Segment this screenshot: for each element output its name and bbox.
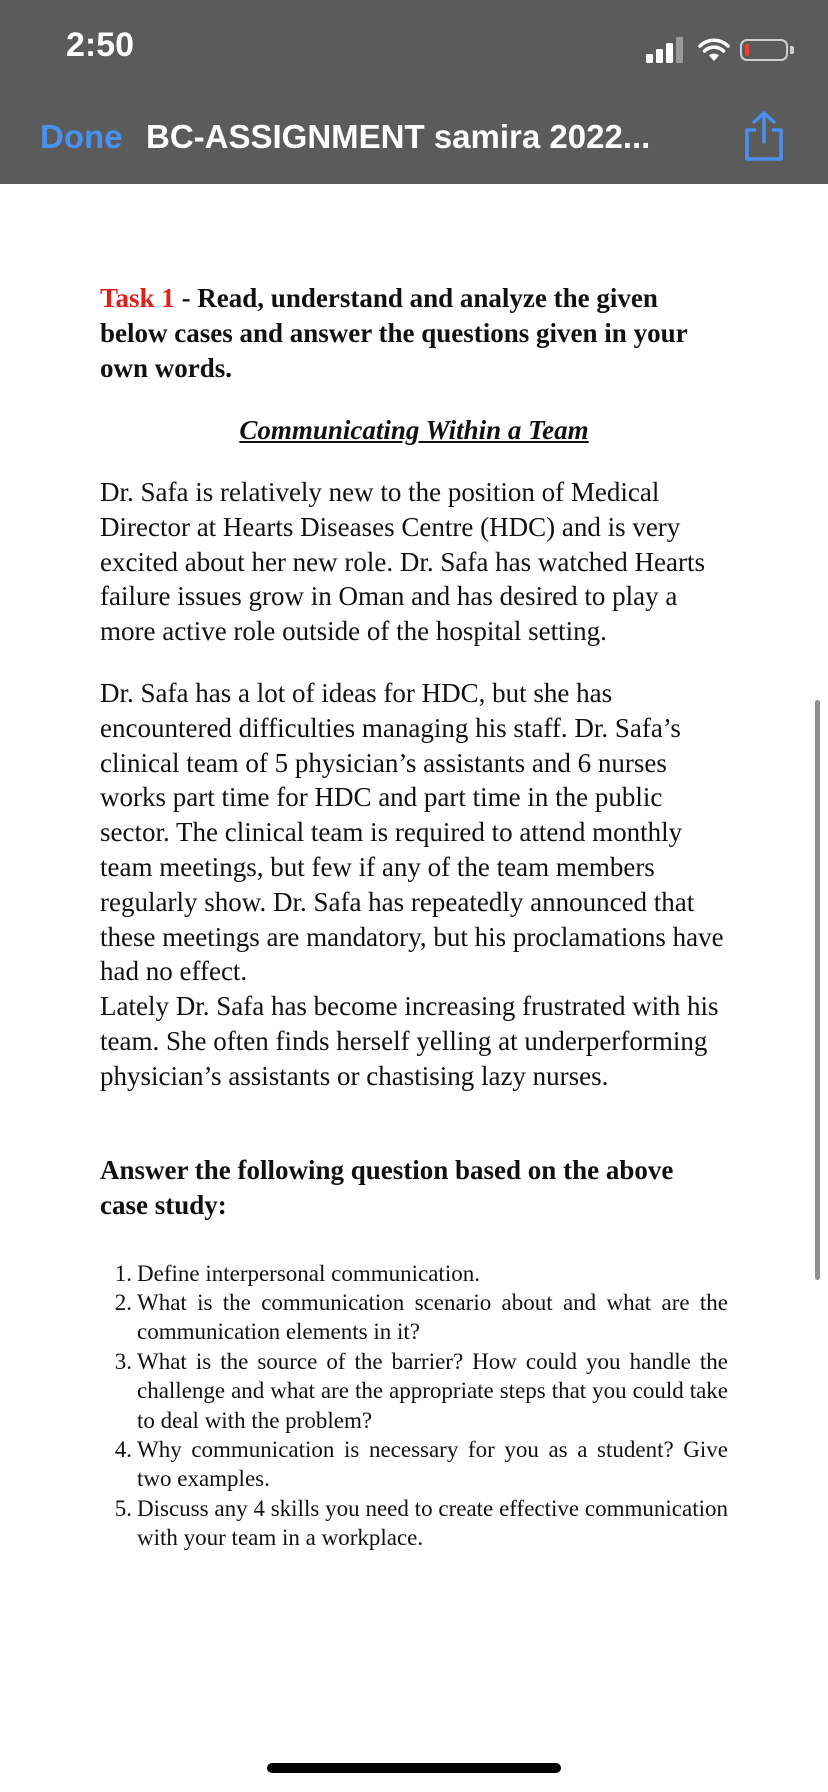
done-button[interactable]: Done (40, 118, 123, 155)
document-title: BC-ASSIGNMENT samira 2022... (146, 118, 651, 155)
scrollbar[interactable] (815, 700, 820, 1280)
battery-icon (740, 39, 788, 61)
task-text: - Read, understand and analyze the given below cases and answer the questions given in your own words. (100, 283, 688, 383)
top-bar (0, 0, 828, 184)
question-number: 5. (114, 1495, 132, 1521)
question-item (100, 1435, 728, 1494)
case-paragraph: Dr. Safa is relatively new to the position of Medical Director at Hearts Diseases Centre (HDC) and is very excited about her new role. Dr. Safa has watched Hearts failure issues grow in Oman and has desired to play a more active role outside of the hospital setting. (100, 477, 706, 647)
question-text: Discuss any 4 skills you need to create effective communication with your team in a workplace. (137, 1495, 728, 1551)
document-content (100, 281, 728, 1553)
cellular-signal-icon (646, 37, 686, 63)
question-number: 3. (114, 1348, 132, 1374)
task-instruction (100, 281, 728, 386)
question-item (100, 1347, 728, 1435)
status-icons (646, 36, 794, 64)
question-number: 1. (114, 1260, 132, 1286)
question-number: 2. (114, 1289, 132, 1315)
status-time: 2:50 (66, 26, 135, 64)
question-item (100, 1259, 728, 1288)
case-paragraph: Dr. Safa has a lot of ideas for HDC, but she has encountered difficulties managing his staff. Dr. Safa’s clinical team of 5 physician’s assistants and 6 nurses works part time for HDC and part time in the public sector. The clinical team is required to attend monthly team meetings, but few if any of the team members regularly show. Dr. Safa has repeatedly announced that these meetings are mandatory, but his proclamations have had no effect. (100, 677, 724, 987)
case-paragraph: Lately Dr. Safa has become increasing frustrated with his team. She often finds herself yelling at underperforming physician’s assistants or chastising lazy nurses. (100, 991, 719, 1091)
question-list (100, 1259, 728, 1553)
question-text: Why communication is necessary for you as a student? Give two examples. (137, 1436, 728, 1492)
question-text: What is the source of the barrier? How could you handle the challenge and what are the appropriate steps that you could take to deal with the problem? (137, 1348, 728, 1433)
battery-level (745, 44, 749, 56)
battery-tip (790, 46, 794, 54)
question-text: What is the communication scenario about and what are the communication elements in it? (137, 1289, 728, 1345)
question-item (100, 1494, 728, 1553)
question-heading: Answer the following question based on the above case study: (100, 1154, 674, 1220)
wifi-icon (698, 37, 730, 63)
home-indicator[interactable] (267, 1763, 561, 1773)
question-text: Define interpersonal communication. (137, 1260, 480, 1286)
share-icon[interactable] (742, 110, 786, 162)
question-item (100, 1288, 728, 1347)
question-number: 4. (114, 1436, 132, 1462)
task-label: Task 1 (100, 283, 175, 313)
case-title: Communicating Within a Team (239, 415, 589, 445)
